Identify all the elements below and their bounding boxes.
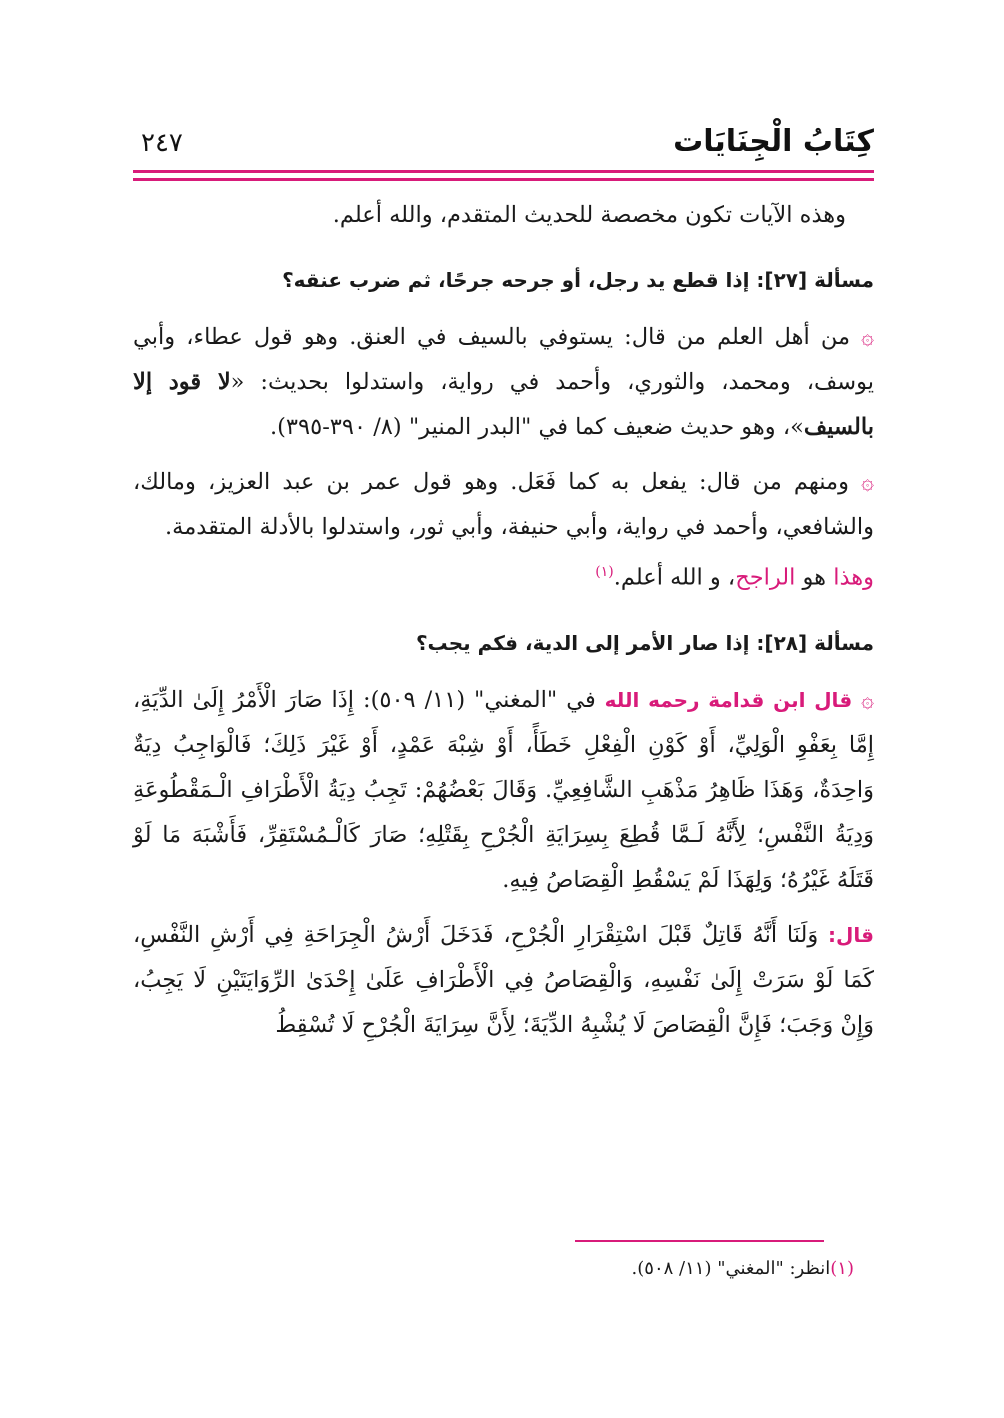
opinion-1-source: »، وهو حديث ضعيف كما في "البدر المنير" (٨/ ٣٩٠-٣٩٥). [269, 414, 804, 440]
qala-text: وَلَنَا أَنَّهُ قَاتِلٌ قَبْلَ اسْتِقْرَارِ الْجُرْحِ، فَدَخَلَ أَرْشُ الْجِرَاحَةِ فِي أَرْشِ النَّفْسِ، كَمَا لَوْ سَرَتْ إِلَىٰ نَفْسِهِ، وَالْقِصَاصُ فِي الْأَطْرَافِ عَلَىٰ إِحْدَىٰ الرِّوَايَتَيْنِ لَا يَجِبُ، وَإِنْ وَجَبَ؛ فَإِنَّ الْقِصَاصَ لَا يُشْبِهُ الدِّيَةَ؛ لِأَنَّ سِرَايَةَ الْجُرْحِ لَا تُسْقِطُ [133, 921, 874, 1038]
paragraph-qala [133, 913, 874, 1048]
footnote [632, 1258, 854, 1279]
flower-icon: ۞ [861, 687, 875, 713]
question-27-heading: مسألة [٢٧]: إذا قطع يد رجل، أو جرحه جرحًا، ثم ضرب عنقه؟ [282, 268, 874, 292]
page-body [133, 185, 874, 1048]
footnote-reference[interactable]: (١) [595, 564, 614, 580]
paragraph-opinion-2 [133, 460, 874, 550]
page-header [133, 118, 874, 168]
hadith-text: لا قود إلا بالسيف [133, 369, 874, 440]
paragraph-opinion-1 [133, 315, 874, 450]
ibn-qudama-label: قال ابن قدامة رحمه الله [604, 687, 853, 712]
ibn-qudama-quote: في "المغني" (١١/ ٥٠٩): إِذَا صَارَ الْأَمْرُ إِلَىٰ الدِّيَةِ، إِمَّا بِعَفْوِ الْوَلِيِّ، أَوْ كَوْنِ الْفِعْلِ خَطَأً، أَوْ شِبْهَ عَمْدٍ، أَوْ غَيْرَ ذَلِكَ؛ فَالْوَاجِبُ دِيَةٌ وَاحِدَةٌ، وَهَذَا ظَاهِرُ مَذْهَبِ الشَّافِعِيِّ. وَقَالَ بَعْضُهُمْ: تَجِبُ دِيَةُ الْأَطْرَافِ الْـمَقْطُوعَةِ وَدِيَةُ النَّفْسِ؛ لِأَنَّهُ لَـمَّا قُطِعَ بِسِرَايَةِ الْجُرْحِ بِقَتْلِهِ؛ صَارَ كَالْـمُسْتَقِرِّ، فَأَشْبَهَ مَا لَوْ قَتَلَهُ غَيْرُهُ؛ وَلِهَذَا لَمْ يَسْقُطِ الْقِصَاصُ فِيهِ. [133, 686, 874, 893]
flower-icon: ۞ [861, 470, 874, 495]
intro-paragraph: وهذه الآيات تكون مخصصة للحديث المتقدم، والله أعلم. [332, 202, 846, 228]
footnote-separator [575, 1240, 824, 1242]
footnote-text: انظر: "المغني" (١١/ ٥٠٨). [631, 1258, 831, 1279]
paragraph-ibn-qudama [133, 678, 874, 903]
opinion-2-text: ومنهم من قال: يفعل به كما فَعَل. وهو قول عمر بن عبد العزيز، ومالك، والشافعي، وأحمد في رواية، وأبي حنيفة، وأبي ثور، واستدلوا بالأدلة المتقدمة. [133, 469, 874, 540]
preferred-word: الراجح [735, 564, 796, 591]
header-rule-top [133, 170, 874, 173]
header-rule-bottom [133, 178, 874, 181]
paragraph-preferred [133, 550, 874, 601]
question-28-heading: مسألة [٢٨]: إذا صار الأمر إلى الدية، فكم يجب؟ [415, 630, 874, 655]
page-number: ٢٤٧ [141, 128, 183, 158]
opinion-1-text: من أهل العلم من قال: يستوفي بالسيف في العنق. وهو قول عطاء، وأبي يوسف، ومحمد، والثوري، وأحمد في رواية، واستدلوا بحديث: « [133, 324, 874, 395]
footnote-mark: (١) [830, 1258, 854, 1279]
flower-icon: ۞ [861, 325, 874, 350]
chapter-title: كِتَابُ الْجِنَايَات [673, 124, 874, 159]
qala-label: قال: [828, 922, 874, 947]
preferred-connector: هو [795, 564, 834, 591]
preferred-tail: ، و الله أعلم. [613, 564, 736, 591]
preferred-lead: وهذا [833, 564, 874, 591]
